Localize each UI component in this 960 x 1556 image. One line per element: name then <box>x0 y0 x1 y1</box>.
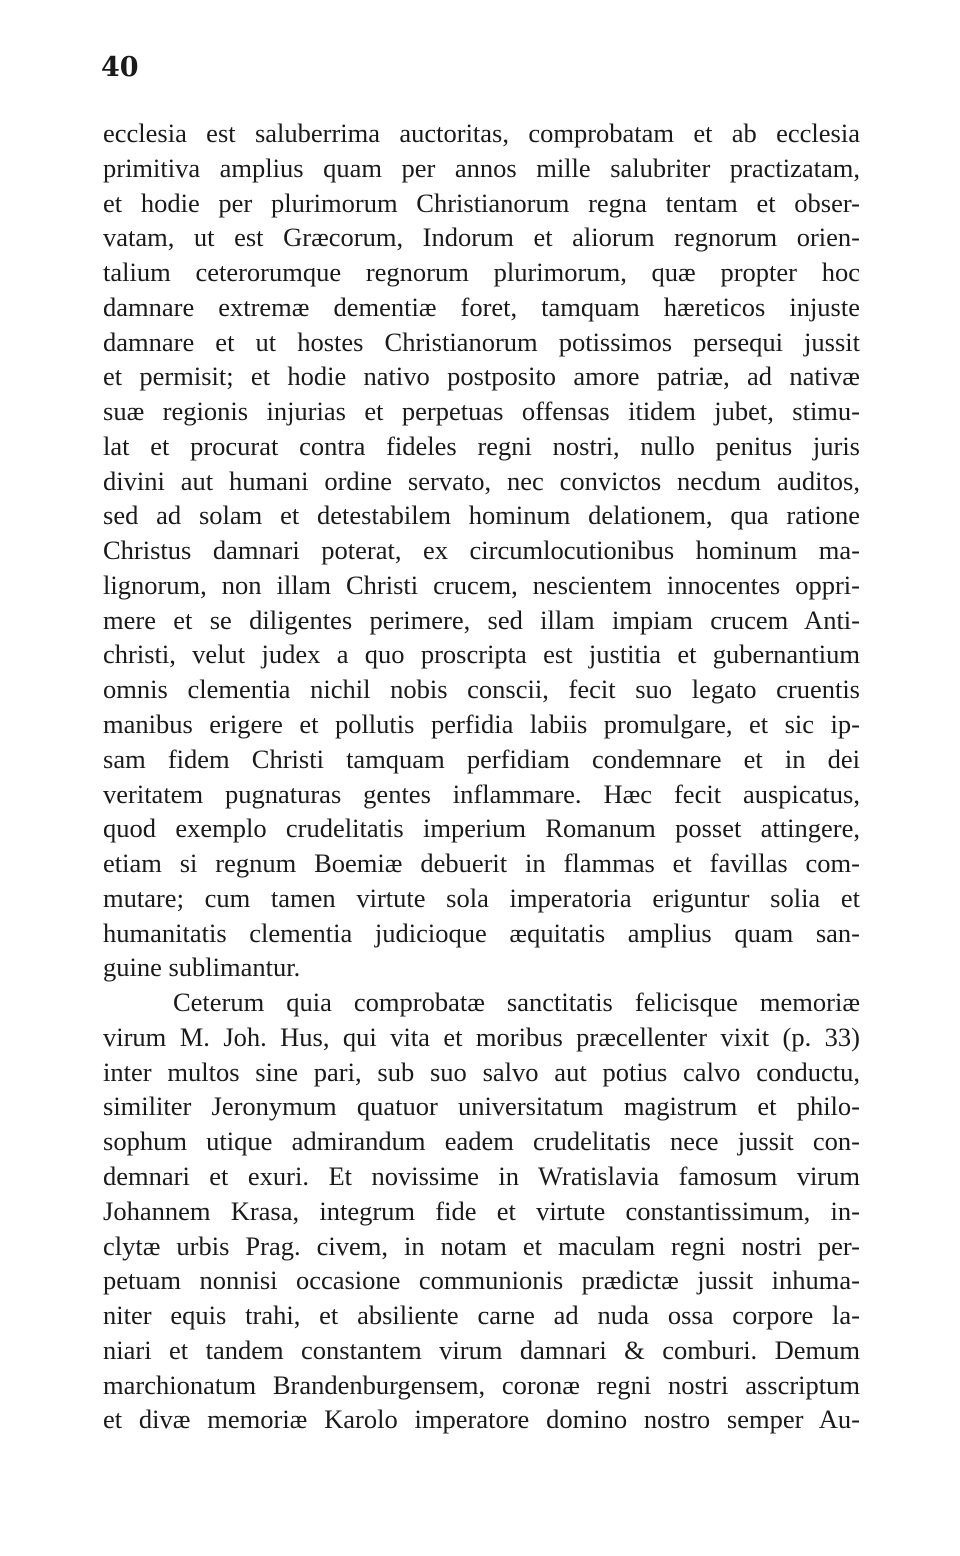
text-line: demnari et exuri. Et novissime in Wratislavia famosum virum <box>103 1160 860 1191</box>
paragraph-1 <box>103 116 860 985</box>
text-line: inter multos sine pari, sub suo salvo aut potius calvo conductu, <box>103 1056 860 1087</box>
text-line: humanitatis clementia judicioque æquitatis amplius quam san- <box>103 917 860 948</box>
text-line: niter equis trahi, et absiliente carne ad nuda ossa corpore la- <box>103 1300 860 1331</box>
paragraph-2 <box>103 985 860 1437</box>
text-line: omnis clementia nichil nobis conscii, fecit suo legato cruentis <box>103 674 860 705</box>
text-line: christi, velut judex a quo proscripta est justitia et gubernantium <box>103 639 860 670</box>
text-line: petuam nonnisi occasione communionis prædictæ jussit inhuma- <box>103 1265 860 1296</box>
text-line: Johannem Krasa, integrum fide et virtute constantissimum, in- <box>103 1195 860 1226</box>
body-text <box>103 116 860 1437</box>
text-line: Ceterum quia comprobatæ sanctitatis felicisque memoriæ <box>173 987 860 1018</box>
text-line: divini aut humani ordine servato, nec convictos necdum auditos, <box>103 465 860 496</box>
text-line: damnare et ut hostes Christianorum potissimos persequi jussit <box>103 326 860 357</box>
text-line: etiam si regnum Boemiæ debuerit in flammas et favillas com- <box>103 848 860 879</box>
text-line: damnare extremæ dementiæ foret, tamquam hæreticos injuste <box>103 291 860 322</box>
text-line: sophum utique admirandum eadem crudelitatis nece jussit con- <box>103 1126 860 1157</box>
text-line: sam fidem Christi tamquam perfidiam condemnare et in dei <box>103 743 860 774</box>
text-line: quod exemplo crudelitatis imperium Romanum posset attingere, <box>103 813 860 844</box>
page-number: 40 <box>101 52 139 83</box>
text-line: marchionatum Brandenburgensem, coronæ regni nostri asscriptum <box>103 1369 860 1400</box>
text-line: primitiva amplius quam per annos mille salubriter practizatam, <box>103 152 860 183</box>
text-line: clytæ urbis Prag. civem, in notam et maculam regni nostri per- <box>103 1230 860 1261</box>
text-line: sed ad solam et detestabilem hominum delationem, qua ratione <box>103 500 860 531</box>
text-line: mere et se diligentes perimere, sed illam impiam crucem Anti- <box>103 604 860 635</box>
text-line: lat et procurat contra fideles regni nostri, nullo penitus juris <box>103 430 860 461</box>
text-line: vatam, ut est Græcorum, Indorum et aliorum regnorum orien- <box>103 222 860 253</box>
text-line: manibus erigere et pollutis perfidia labiis promulgare, et sic ip- <box>103 709 860 740</box>
text-line: niari et tandem constantem virum damnari & comburi. Demum <box>103 1334 860 1365</box>
text-line: suæ regionis injurias et perpetuas offensas itidem jubet, stimu- <box>103 396 860 427</box>
text-line: mutare; cum tamen virtute sola imperatoria eriguntur solia et <box>103 882 860 913</box>
text-line: ecclesia est saluberrima auctoritas, comprobatam et ab ecclesia <box>103 118 860 148</box>
text-line: et permisit; et hodie nativo postposito amore patriæ, ad nativæ <box>103 361 860 392</box>
text-line: lignorum, non illam Christi crucem, nescientem innocentes oppri- <box>103 569 860 600</box>
text-line: veritatem pugnaturas gentes inflammare. Hæc fecit auspicatus, <box>103 778 860 809</box>
text-line: Christus damnari poterat, ex circumlocutionibus hominum ma- <box>103 535 860 566</box>
text-line: et divæ memoriæ Karolo imperatore domino nostro semper Au- <box>103 1404 860 1435</box>
text-line: talium ceterorumque regnorum plurimorum, quæ propter hoc <box>103 257 860 288</box>
text-line: similiter Jeronymum quatuor universitatum magistrum et philo- <box>103 1091 860 1122</box>
text-line: guine sublimantur. <box>103 952 301 983</box>
text-line: et hodie per plurimorum Christianorum regna tentam et obser- <box>103 187 860 218</box>
text-line: virum M. Joh. Hus, qui vita et moribus præcellenter vixit (p. 33) <box>103 1021 860 1052</box>
